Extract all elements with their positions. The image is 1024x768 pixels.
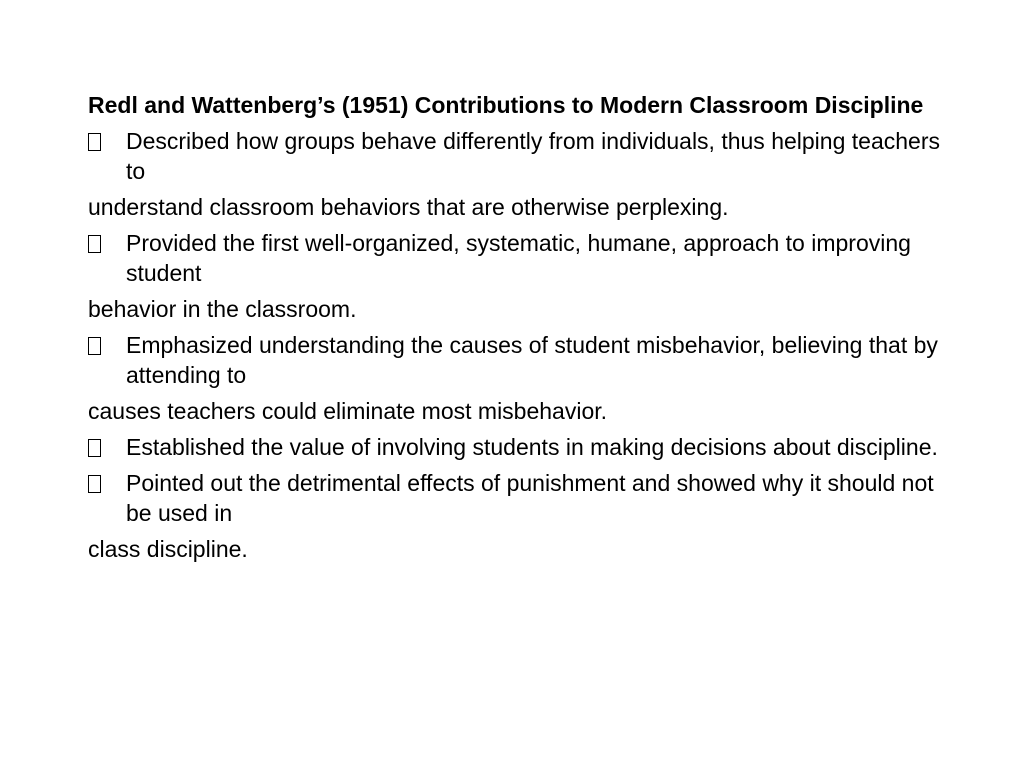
bullet-text: Emphasized understanding the causes of student misbehavior, believing that by attending to — [126, 332, 938, 388]
continuation-text: class discipline. — [88, 536, 248, 562]
continuation-text: understand classroom behaviors that are otherwise perplexing. — [88, 194, 729, 220]
continuation-text: behavior in the classroom. — [88, 296, 357, 322]
missing-glyph-box-icon — [88, 133, 101, 151]
missing-glyph-box-icon — [88, 235, 101, 253]
missing-glyph-box-icon — [88, 337, 101, 355]
continuation-text: causes teachers could eliminate most misbehavior. — [88, 398, 608, 424]
bullet-item — [88, 432, 948, 462]
bullet-item — [88, 228, 948, 288]
bullet-text: Described how groups behave differently from individuals, thus helping teachers to — [126, 128, 940, 184]
bullet-item — [88, 330, 948, 390]
slide-content — [88, 90, 948, 570]
bullet-text: Pointed out the detrimental effects of punishment and showed why it should not be used in — [126, 470, 934, 526]
missing-glyph-box-icon — [88, 475, 101, 493]
bullet-text: Provided the first well-organized, systematic, humane, approach to improving student — [126, 230, 911, 286]
bullet-item — [88, 468, 948, 528]
bullet-text: Established the value of involving students in making decisions about discipline. — [126, 434, 938, 460]
missing-glyph-box-icon — [88, 439, 101, 457]
slide-title: Redl and Wattenberg’s (1951) Contributions to Modern Classroom Discipline — [88, 92, 924, 118]
bullet-item — [88, 126, 948, 186]
